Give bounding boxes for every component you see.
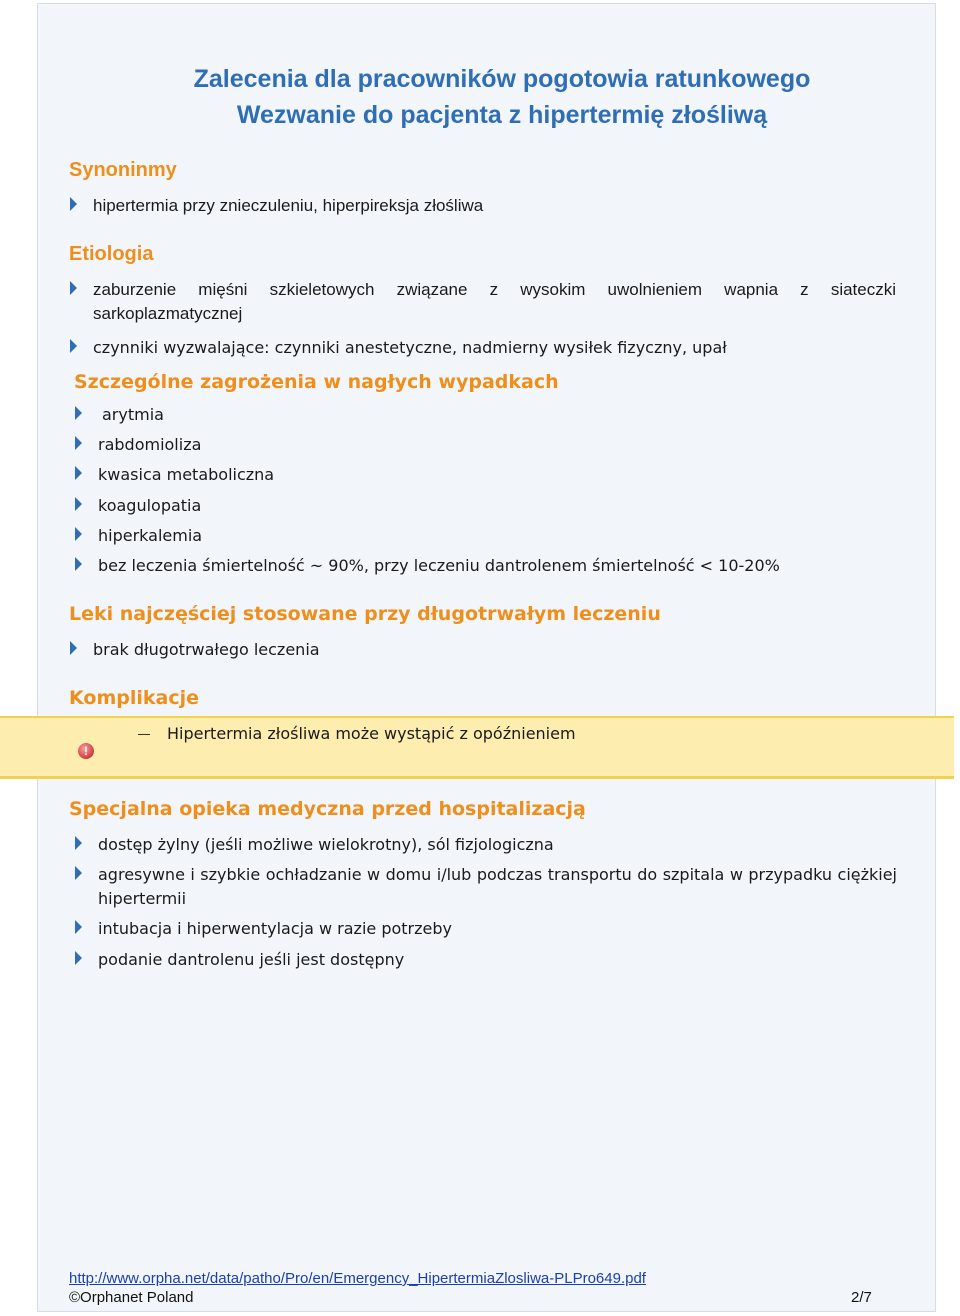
bullet-icon xyxy=(75,406,82,420)
section-heading-risks: Szczególne zagrożenia w nagłych wypadkach xyxy=(74,371,559,393)
section-heading-synonyms: Synoninmy xyxy=(69,159,177,181)
list-item: koagulopatia xyxy=(75,494,901,518)
warning-text: Hipertermia złośliwa może wystąpić z opóźnieniem xyxy=(167,724,576,743)
bullet-icon xyxy=(75,527,82,541)
list-item: kwasica metaboliczna xyxy=(75,463,901,487)
list-item: agresywne i szybkie ochładzanie w domu i/lub podczas transportu do szpitala w przypadku ciężkiej xyxy=(75,863,897,887)
bullet-icon xyxy=(75,920,82,934)
footer-copyright: ©Orphanet Poland xyxy=(69,1289,194,1306)
list-item-continuation: hipertermii xyxy=(98,889,187,908)
page-number: 2/7 xyxy=(851,1289,872,1306)
page-subtitle: Wezwanie do pacjenta z hipertermię złośliwą xyxy=(236,101,768,129)
section-heading-drugs: Leki najczęściej stosowane przy długotrwałym leczeniu xyxy=(69,603,661,625)
bullet-icon xyxy=(70,339,77,353)
section-heading-etiology: Etiologia xyxy=(69,243,154,265)
bullet-icon xyxy=(70,197,77,211)
bullet-icon xyxy=(75,466,82,480)
list-item-continuation: sarkoplazmatycznej xyxy=(93,304,243,323)
bullet-icon xyxy=(75,557,82,571)
list-item: dostęp żylny (jeśli możliwe wielokrotny), sól fizjologiczna xyxy=(75,833,901,857)
section-heading-prehospital: Specjalna opieka medyczna przed hospitalizacją xyxy=(69,798,586,820)
dash-icon xyxy=(138,734,150,735)
bullet-icon xyxy=(75,866,82,880)
bullet-icon xyxy=(75,497,82,511)
list-item: arytmia xyxy=(75,403,901,427)
bullet-icon xyxy=(75,951,82,965)
footer-link[interactable]: http://www.orpha.net/data/patho/Pro/en/Emergency_HipertermiaZlosliwa-PLPro649.pdf xyxy=(69,1270,646,1287)
bullet-icon xyxy=(70,281,77,295)
list-item: hipertermia przy znieczuleniu, hiperpireksja złośliwa xyxy=(70,194,896,218)
warning-icon: ! xyxy=(78,743,94,759)
list-item: rabdomioliza xyxy=(75,433,901,457)
page-title: Zalecenia dla pracowników pogotowia ratunkowego xyxy=(193,65,811,93)
list-item: intubacja i hiperwentylacja w razie potrzeby xyxy=(75,917,901,941)
bullet-icon xyxy=(75,836,82,850)
list-item: hiperkalemia xyxy=(75,524,901,548)
list-item: bez leczenia śmiertelność ~ 90%, przy leczeniu dantrolenem śmiertelność < 10-20% xyxy=(75,554,901,578)
bullet-icon xyxy=(75,436,82,450)
list-item: brak długotrwałego leczenia xyxy=(70,638,896,662)
bullet-icon xyxy=(70,641,77,655)
section-heading-complications: Komplikacje xyxy=(69,687,199,709)
list-item: czynniki wyzwalające: czynniki anestetyczne, nadmierny wysiłek fizyczny, upał xyxy=(70,336,896,360)
list-item: zaburzenie mięśni szkieletowych związane z wysokim uwolnieniem wapnia z siateczki xyxy=(70,278,896,302)
list-item: podanie dantrolenu jeśli jest dostępny xyxy=(75,948,901,972)
